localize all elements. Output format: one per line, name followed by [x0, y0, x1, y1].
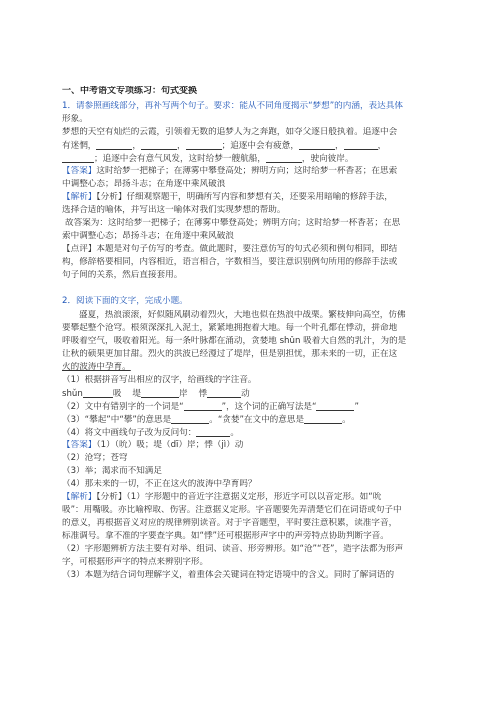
q2-sub3-b: 。“贪婪”在文中的意思是: [209, 415, 305, 425]
q1-answer-line1: [62, 166, 444, 177]
q2-passage-line4: 让秋的硕果更加甘甜。烈火的洪波已经漫过了堤岸，但是别担忧，那未来的一切，正在这: [62, 349, 398, 359]
q1-blank-7[interactable]: [266, 153, 302, 163]
q1-analysis-line4: 索中调整心态；昂扬斗志；在角逐中乘风破浪: [62, 231, 234, 241]
q1-text-3b: ，驶向彼岸。: [301, 154, 354, 164]
q2-blank-correct-word[interactable]: [316, 401, 354, 411]
q2-passage-line5: [62, 362, 444, 373]
q2-blank-wrong-word[interactable]: [184, 401, 222, 411]
q2-sub2-b: ”，这个词的正确写法是“: [221, 402, 317, 412]
q1-analysis-line3: 故答案为：这时给梦一把梯子；在薄雾中攀登高处；辨明方向；这时给梦一杯香茗；在思: [65, 218, 401, 228]
q2-blank-rhetorical[interactable]: [196, 427, 230, 437]
q2-analysis-line6: 字，可根据形声字的特点来辨别字形。: [62, 557, 209, 567]
q2-answer-line2: （2）沧穹；苍穹: [62, 453, 128, 463]
q1-analysis-line2: 选择合适的喻体，并写出这一喻体对我们实现梦想的帮助。: [62, 205, 286, 215]
q1-text-line3: [62, 153, 444, 165]
q2-sub2: [62, 401, 444, 413]
q2-sub3-c: 。: [342, 415, 351, 425]
q2-passage-line3: 呼吸着空气，吸收着阳光。每一条叶脉都在涌动，贪婪地 shǔn 吸着大自然的乳汁，为的是: [62, 336, 407, 346]
q2-analysis-line5: （2）字形题辨析方法主要有对举、组词、读音、形旁辨形。如“沧”“苍”，造字法都为形声: [62, 544, 404, 554]
answer-tag: 【答案】: [62, 440, 97, 450]
q1-prompt-line2: 形象。: [62, 114, 88, 124]
q1-blank-4[interactable]: [299, 140, 335, 150]
q2-answer-line4: （4）那未来的一切，不正在这火的波涛中孕育吗？: [62, 479, 257, 489]
q1-comment-line1: 【点评】本题是对句子仿写的考查。做此题时，要注意仿写的句式必须和例句相同，即结: [62, 244, 398, 254]
document-page: [62, 0, 444, 702]
q2-blank-shun[interactable]: [83, 388, 113, 398]
q1-analysis-text: 【分析】仔细观察题干，明确所写内容和梦想有关，还要采用暗喻的修辞手法，: [96, 192, 393, 202]
analysis-tag: 【解析】: [62, 492, 97, 502]
section-heading: 一、中考语文专项练习：句式变换: [62, 86, 198, 96]
char-an: 岸: [178, 389, 188, 399]
q2-prompt: [62, 296, 444, 307]
q2-analysis-line1: [62, 492, 444, 503]
q2-blank-pan[interactable]: [171, 414, 209, 424]
q2-passage-underlined: 火的波涛中孕育。: [62, 362, 131, 372]
pinyin-shun: shǔn: [62, 389, 83, 399]
q1-comment-line2: 构，修辞格要相同，内容相近，语言相合，字数相当，要注意识别例句所用的修辞手法或: [62, 257, 398, 267]
q1-prompt-line1: [62, 101, 444, 112]
q1-answer-line2: 中调整心态；昂扬斗志；在角逐中乘风破浪: [62, 179, 226, 189]
q2-sub3-a: （3）“攀起”中“攀”的意思是: [62, 415, 172, 425]
q1-text-2c: ，: [177, 141, 186, 151]
q1-text-2d: ；追逐中会有疲惫，: [221, 141, 299, 151]
q2-answer-line3: （3）举；渴求而不知满足: [62, 466, 162, 476]
q2-sub1: （1）根据拼音写出相应的汉字，给画线的字注音。: [62, 375, 257, 385]
q2-blank-ji[interactable]: [207, 388, 241, 398]
q2-answer-1: （1）（吮）吸；堤（dī）岸；悸（jì）动: [96, 440, 244, 450]
q1-blank-2[interactable]: [141, 140, 177, 150]
char-xi: 吸: [112, 389, 122, 399]
char-dong: 动: [241, 389, 250, 399]
q1-text-line1: 梦想的天空有灿烂的云霞，引领着无数的追梦人为之奔跑，如夺父逐日般执着。追逐中会: [62, 127, 398, 137]
analysis-tag: 【解析】: [62, 192, 97, 202]
q2-analysis-line7: （3）本题为结合词句理解字义，着重体会关键词在特定语境中的含义。同时了解词语的: [62, 570, 395, 580]
q1-text-2f: ，: [377, 141, 387, 151]
q1-text-2a: 有迷惘，: [62, 141, 97, 151]
q1-prompt-text: 1．请参照画线部分，再补写两个句子。要求：能从不同角度揭示“梦想”的内涵，表达具体: [62, 101, 403, 111]
q1-blank-1[interactable]: [96, 140, 132, 150]
q2-blank-tanlan[interactable]: [304, 414, 342, 424]
q2-blank-di[interactable]: [141, 388, 179, 398]
q2-pinyin-line: [62, 388, 444, 400]
q2-answer-line1: [62, 440, 444, 451]
char-di: 堤: [132, 389, 141, 399]
q1-answer-text: 这时给梦一把梯子；在薄雾中攀登高处；辨明方向；这时给梦一杯香茗；在思索: [96, 166, 398, 176]
char-ji: 悸: [198, 389, 208, 399]
q2-prompt-text: 2．阅读下面的文字，完成小题。: [62, 296, 188, 306]
q2-analysis-line3: 的意义，再根据音义对应的规律辨别读音。对于字音题型，平时要注意积累，读准字音，: [62, 518, 398, 528]
q2-analysis-line4: 标准调号。拿不准的字要查字典。如“悸”还可根据形声字中的声旁特点协助判断字音。: [62, 531, 389, 541]
q1-text-2e: ，: [334, 141, 344, 151]
answer-tag: 【答案】: [62, 166, 97, 176]
q2-sub4: [62, 427, 444, 439]
q1-blank-6[interactable]: [62, 153, 94, 163]
q2-sub2-c: ”: [354, 402, 359, 412]
q2-passage-line2: 要攀起整个沧穹。根须深深扎入泥土，紧紧地拥抱着大地。每一个叶孔都在悸动，拼命地: [62, 323, 398, 333]
q1-blank-5[interactable]: [344, 140, 378, 150]
q1-text-line2: [62, 140, 444, 152]
q1-comment-line3: 句子间的关系，然后直接套用。: [62, 270, 183, 280]
q1-text-2b: ，: [132, 141, 141, 151]
q1-blank-3[interactable]: [186, 140, 222, 150]
q1-text-3a: ；追逐中会有意气风发，这时给梦一艘航船，: [94, 154, 266, 164]
q2-analysis-line2: 吸”：用嘴吸。亦比喻榨取、伤害。注意据义定形。字音题要先弄清楚它们在词语或句子中: [62, 505, 402, 515]
q2-passage-line1: 盛夏，热浪滚滚，好似随风刷动着烈火，大地也似在热浪中战栗。繁枝伸向高空，仿佛: [79, 310, 406, 320]
q1-analysis-line1: [62, 192, 444, 203]
q2-sub4-b: 。: [230, 428, 239, 438]
q2-sub4-a: （4）将文中画线句子改为反问句：: [62, 428, 197, 438]
q2-sub2-a: （2）文中有错别字的一个词是“: [62, 402, 184, 412]
q2-analysis-1: 【分析】（1）字形题中的音近字注意据义定形，形近字可以以音定形。如“吮: [96, 492, 382, 502]
q2-sub3: [62, 414, 444, 426]
